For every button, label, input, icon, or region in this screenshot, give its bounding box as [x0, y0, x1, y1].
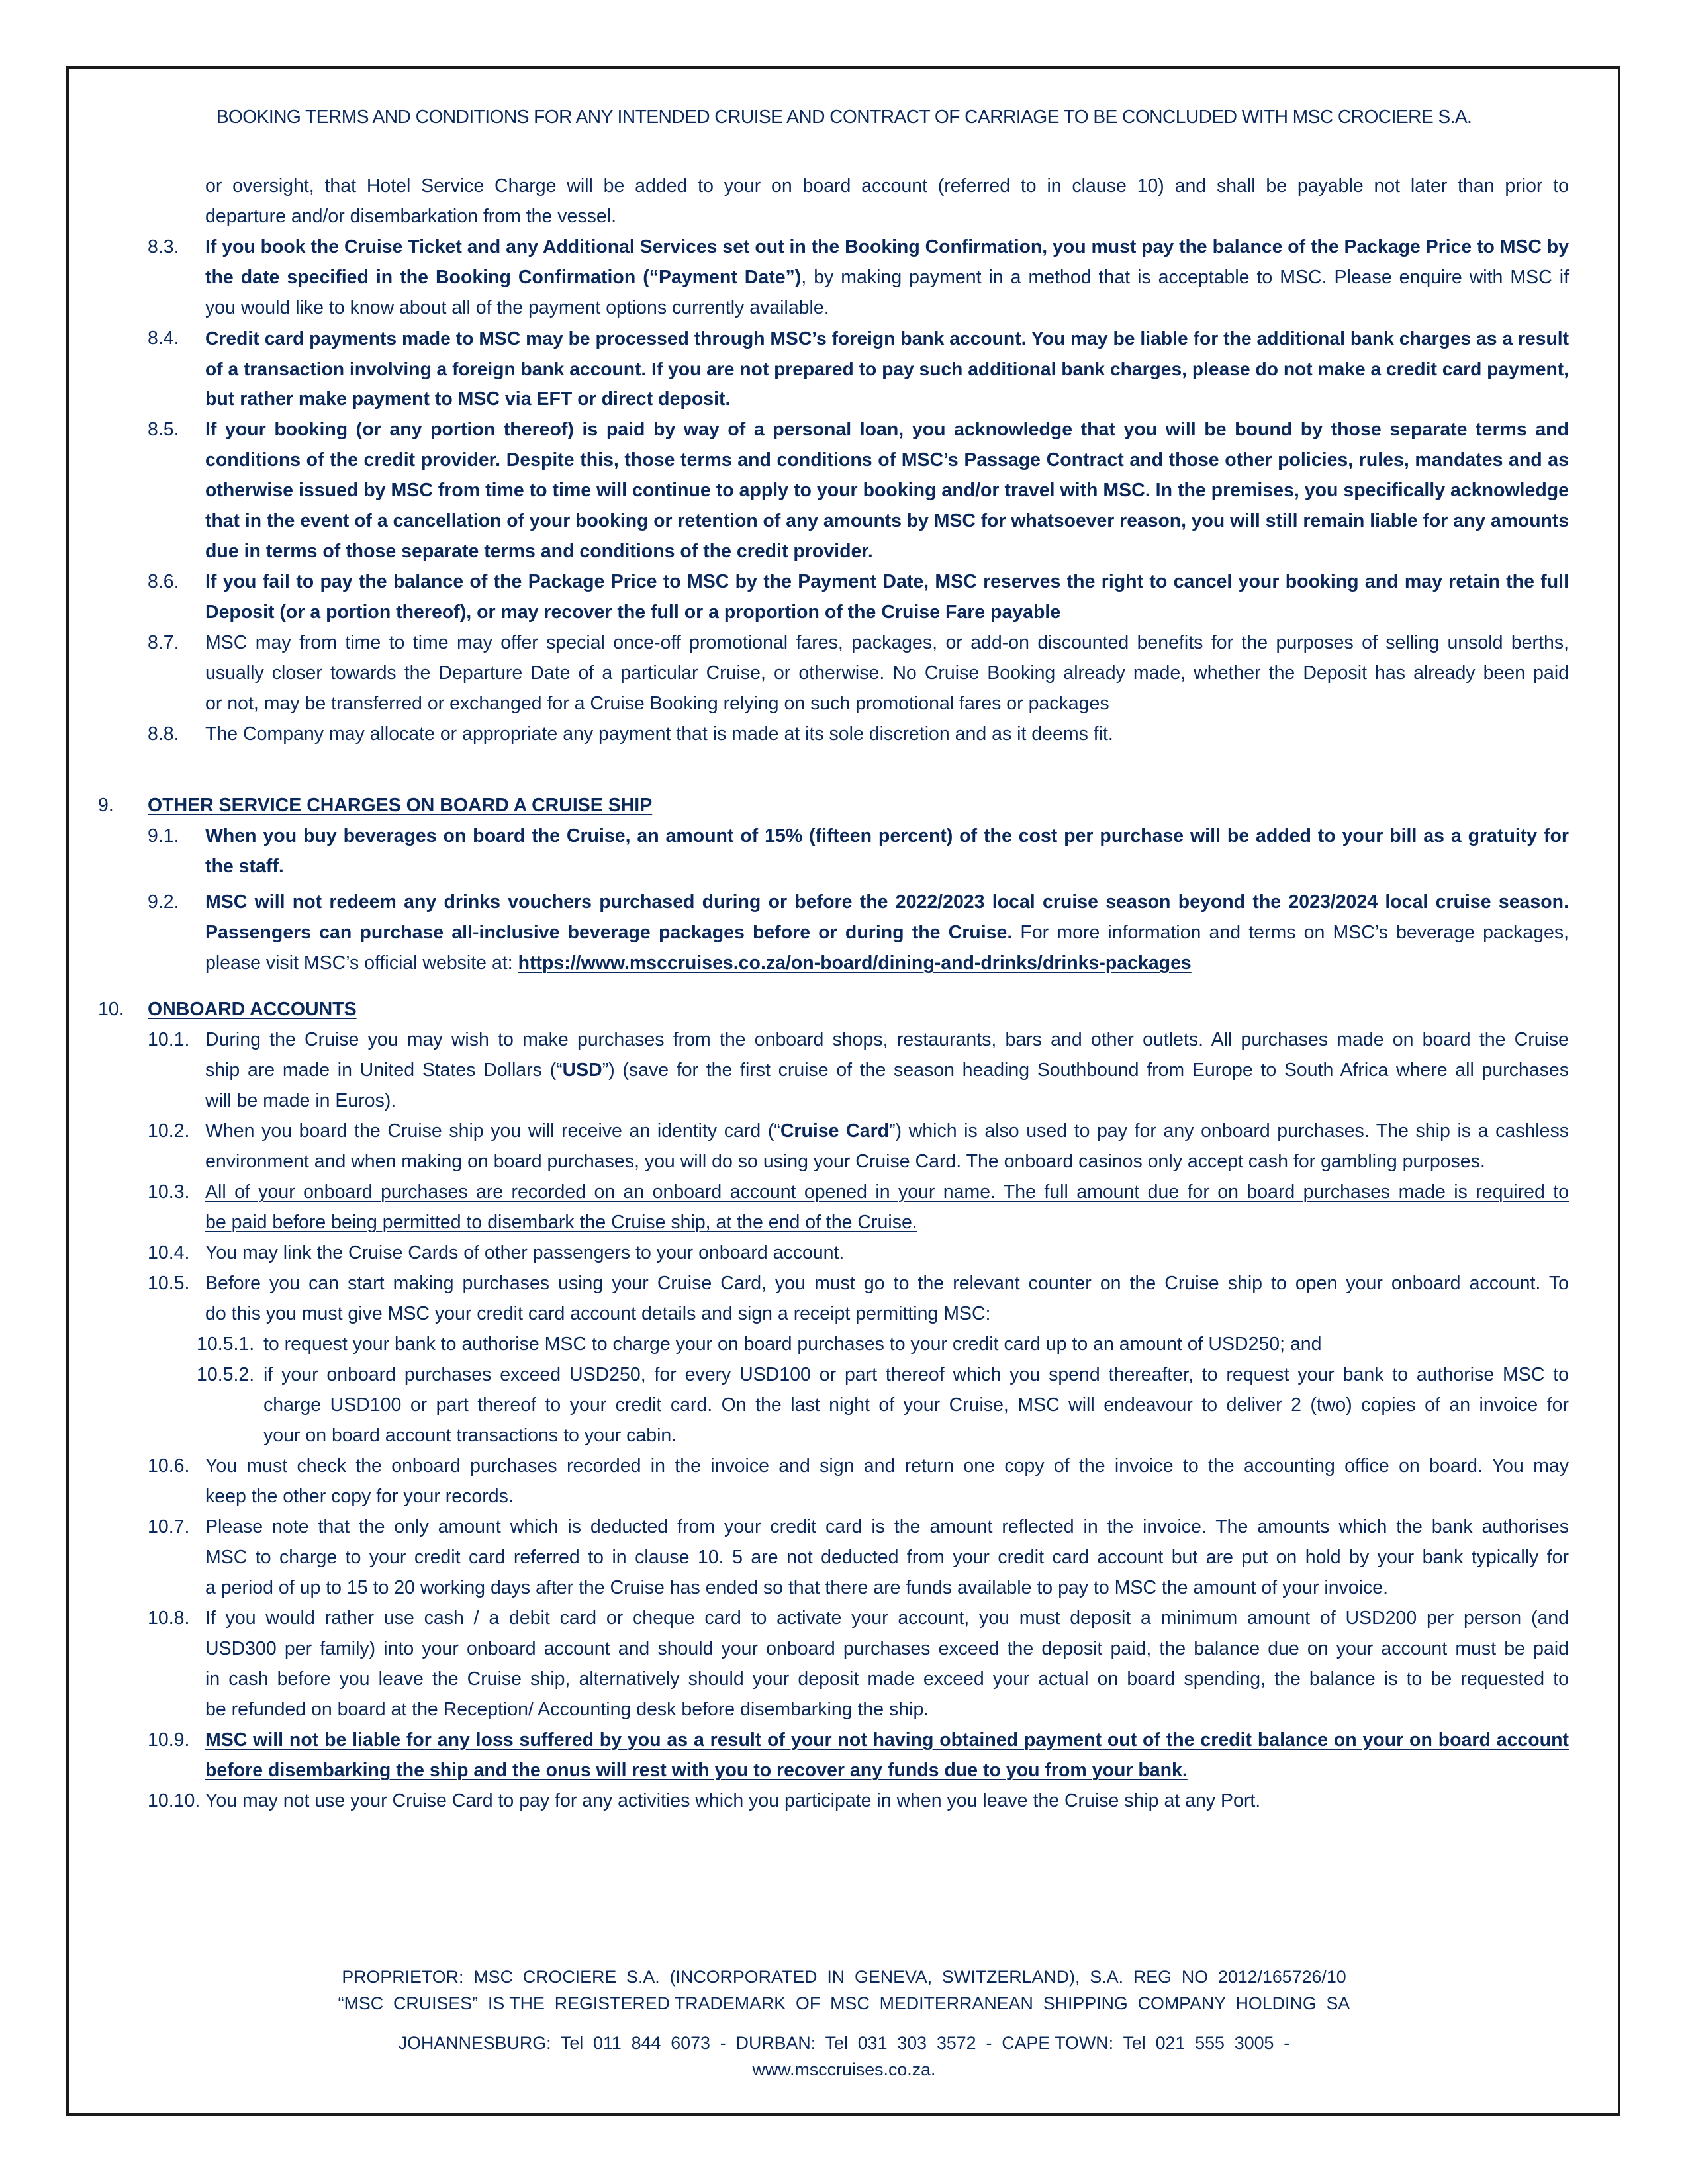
footer-contacts: JOHANNESBURG: Tel 011 844 6073 - DURBAN: Tel 031 303 3572 - CAPE TOWN: Tel 021 555 3005 -: [398, 2033, 1290, 2053]
drinks-packages-link[interactable]: https://www.msccruises.co.za/on-board/dining-and-drinks/drinks-packages: [518, 952, 1192, 974]
text-line: USD300 per family) into your onboard account and should your onboard purchases exceed the deposit paid, the balance due on your account must be paid: [205, 1638, 1569, 1659]
text-line: will be made in Euros).: [205, 1090, 397, 1111]
text: please visit MSC’s official website at:: [205, 952, 518, 974]
section-number: 10.: [98, 999, 124, 1020]
footer-website-link[interactable]: www.msccruises.co.za.: [752, 2060, 936, 2079]
text-line: Before you can start making purchases using your Cruise Card, you must go to the relevant counter on the Cruise ship to open your onboard account. To: [205, 1273, 1569, 1294]
text-line: a period of up to 15 to 20 working days after the Cruise has ended so that there are funds available to pay to MSC the amount of your invoice.: [205, 1577, 1389, 1598]
text-line: if your onboard purchases exceed USD250, for every USD100 or part thereof which you spend thereafter, to request your bank to authorise MSC to: [263, 1364, 1569, 1385]
text-line: conditions of the credit provider. Despite this, those terms and conditions of MSC’s Passage Contract and those other policies, rules, mandates and as: [205, 449, 1569, 471]
text-line: departure and/or disembarkation from the vessel.: [205, 206, 616, 227]
text-line: you would like to know about all of the payment options currently available.: [205, 297, 829, 318]
text-line: MSC will not be liable for any loss suffered by you as a result of your not having obtained payment out of the credit balance on your on board account: [205, 1729, 1569, 1751]
text-line: [205, 948, 1192, 978]
clause-number: 10.9.: [148, 1729, 190, 1751]
text-line: [205, 917, 1569, 948]
text-line: in cash before you leave the Cruise ship, alternatively should your deposit made exceed your actual on board spending, the balance is to be requested to: [205, 1668, 1569, 1690]
clause-number: 10.1.: [148, 1029, 190, 1050]
text-line: to request your bank to authorise MSC to charge your on board purchases to your credit card up to an amount of USD250; and: [263, 1334, 1322, 1355]
text-line: usually closer towards the Departure Date of a particular Cruise, or otherwise. No Cruise Booking already made, whether the Deposit has already been paid: [205, 662, 1569, 684]
bold-text: USD: [562, 1060, 602, 1081]
clause-number: 10.5.: [148, 1273, 190, 1294]
text-line: You may not use your Cruise Card to pay for any activities which you participate in when you leave the Cruise ship at any Port.: [205, 1790, 1261, 1811]
text-line: You must check the onboard purchases recorded in the invoice and sign and return one copy of the invoice to the accounting office on board. You may: [205, 1455, 1569, 1477]
text-line: your on board account transactions to your cabin.: [263, 1425, 677, 1446]
section-title: OTHER SERVICE CHARGES ON BOARD A CRUISE SHIP: [148, 795, 653, 816]
clause-number: 10.5.1.: [197, 1334, 255, 1355]
clause-number: 10.5.2.: [197, 1364, 255, 1385]
clause-number: 10.10.: [148, 1790, 201, 1811]
text-line: MSC to charge to your credit card referred to in clause 10. 5 are not deducted from your credit card account but are put on hold by your bank typically for: [205, 1547, 1569, 1568]
document-header: BOOKING TERMS AND CONDITIONS FOR ANY INTENDED CRUISE AND CONTRACT OF CARRIAGE TO BE CONCLUDED WITH MSC CROCIERE S.A.: [216, 106, 1472, 127]
text-line: due in terms of those separate terms and conditions of the credit provider.: [205, 541, 873, 562]
text-line: If you fail to pay the balance of the Package Price to MSC by the Payment Date, MSC reserves the right to cancel your booking and may retain the full: [205, 571, 1569, 592]
text-line: All of your onboard purchases are recorded on an onboard account opened in your name. The full amount due for on board purchases made is required to: [205, 1181, 1569, 1203]
text-line: MSC will not redeem any drinks vouchers purchased during or before the 2022/2023 local cruise season beyond the 2023/2024 local cruise season.: [205, 891, 1569, 913]
text-line: You may link the Cruise Cards of other passengers to your onboard account.: [205, 1242, 845, 1263]
clause-number: 8.8.: [148, 723, 179, 745]
text-line: be refunded on board at the Reception/ Accounting desk before disembarking the ship.: [205, 1699, 929, 1720]
bold-text: the date specified in the Booking Confirmation (“Payment Date”): [205, 267, 802, 288]
clause-number: 10.8.: [148, 1608, 190, 1629]
text-line: Deposit (or a portion thereof), or may recover the full or a proportion of the Cruise Fare payable: [205, 602, 1061, 623]
text-line: keep the other copy for your records.: [205, 1486, 514, 1507]
text: When you board the Cruise ship you will receive an identity card (“: [205, 1120, 780, 1142]
text-line: before disembarking the ship and the onus will rest with you to recover any funds due to you from your bank.: [205, 1760, 1188, 1781]
text: For more information and terms on MSC’s beverage packages,: [1012, 922, 1569, 943]
clause-number: 8.4.: [148, 328, 179, 349]
text-line: charge USD100 or part thereof to your credit card. On the last night of your Cruise, MSC will endeavour to deliver 2 (two) copies of an invoice for: [263, 1394, 1569, 1416]
text-line: Credit card payments made to MSC may be processed through MSC’s foreign bank account. You may be liable for the additional bank charges as a result: [205, 328, 1569, 349]
clause-number: 8.5.: [148, 419, 179, 440]
clause-number: 8.3.: [148, 236, 179, 257]
text-line: or not, may be transferred or exchanged for a Cruise Booking relying on such promotional fares or packages: [205, 693, 1109, 714]
clause-number: 10.3.: [148, 1181, 190, 1203]
text-line: or oversight, that Hotel Service Charge will be added to your on board account (referred to in clause 10) and shall be payable not later than prior to: [205, 175, 1569, 197]
text-line: [205, 1055, 1569, 1085]
text: , by making payment in a method that is acceptable to MSC. Please enquire with MSC if: [801, 267, 1569, 288]
text-line: otherwise issued by MSC from time to time will continue to apply to your booking and/or travel with MSC. In the premises, you specifically acknowledge: [205, 480, 1569, 501]
text-line: do this you must give MSC your credit card account details and sign a receipt permitting MSC:: [205, 1303, 991, 1324]
footer-trademark: “MSC CRUISES” IS THE REGISTERED TRADEMARK OF MSC MEDITERRANEAN SHIPPING COMPANY HOLDING SA: [338, 1993, 1350, 2013]
bold-text: Cruise Card: [780, 1120, 890, 1142]
text-line: but rather make payment to MSC via EFT or direct deposit.: [205, 388, 731, 410]
clause-number: 10.6.: [148, 1455, 190, 1477]
text-line: environment and when making on board purchases, you will do so using your Cruise Card. The onboard casinos only accept cash for gambling purposes.: [205, 1151, 1485, 1172]
bold-text: Passengers can purchase all-inclusive beverage packages before or during the Cruise.: [205, 922, 1013, 943]
text-line: During the Cruise you may wish to make purchases from the onboard shops, restaurants, bars and other outlets. All purchases made on board the Cruise: [205, 1029, 1569, 1050]
clause-number: 9.2.: [148, 891, 179, 913]
clause-number: 10.7.: [148, 1516, 190, 1537]
text-line: If you book the Cruise Ticket and any Additional Services set out in the Booking Confirmation, you must pay the balance of the Package Price to MSC by: [205, 236, 1569, 257]
text: ”) which is also used to pay for any onboard purchases. The ship is a cashless: [889, 1120, 1569, 1142]
text-line: The Company may allocate or appropriate any payment that is made at its sole discretion and as it deems fit.: [205, 723, 1113, 745]
footer-proprietor: PROPRIETOR: MSC CROCIERE S.A. (INCORPORATED IN GENEVA, SWITZERLAND), S.A. REG NO 2012/165726/10: [342, 1967, 1346, 1987]
section-title: ONBOARD ACCOUNTS: [148, 999, 357, 1020]
text-line: If your booking (or any portion thereof) is paid by way of a personal loan, you acknowledge that you will be bound by those separate terms and: [205, 419, 1569, 440]
text-line: the staff.: [205, 856, 284, 877]
text-line: be paid before being permitted to disembark the Cruise ship, at the end of the Cruise.: [205, 1212, 917, 1233]
text-line: that in the event of a cancellation of your booking or retention of any amounts by MSC for whatsoever reason, you will still remain liable for any amounts: [205, 510, 1569, 531]
clause-number: 10.4.: [148, 1242, 190, 1263]
text-line: When you buy beverages on board the Cruise, an amount of 15% (fifteen percent) of the cost per purchase will be added to your bill as a gratuity for: [205, 825, 1569, 846]
clause-number: 8.7.: [148, 632, 179, 653]
clause-number: 8.6.: [148, 571, 179, 592]
text: ship are made in United States Dollars (“: [205, 1060, 563, 1081]
text: ”) (save for the first cruise of the season heading Southbound from Europe to South Africa where all purchases: [602, 1060, 1569, 1081]
text-line: MSC may from time to time may offer special once-off promotional fares, packages, or add-on discounted benefits for the purposes of selling unsold berths,: [205, 632, 1569, 653]
text-line: Please note that the only amount which is deducted from your credit card is the amount reflected in the invoice. The amounts which the bank authorises: [205, 1516, 1569, 1537]
text-line: [205, 1116, 1569, 1146]
text-line: If you would rather use cash / a debit card or cheque card to activate your account, you must deposit a minimum amount of USD200 per person (and: [205, 1608, 1569, 1629]
text-line: [205, 262, 1569, 293]
text-line: of a transaction involving a foreign bank account. If you are not prepared to pay such additional bank charges, please do not make a credit card payment,: [205, 358, 1569, 379]
clause-number: 10.2.: [148, 1120, 190, 1142]
clause-number: 9.1.: [148, 825, 179, 846]
section-number: 9.: [98, 795, 114, 816]
